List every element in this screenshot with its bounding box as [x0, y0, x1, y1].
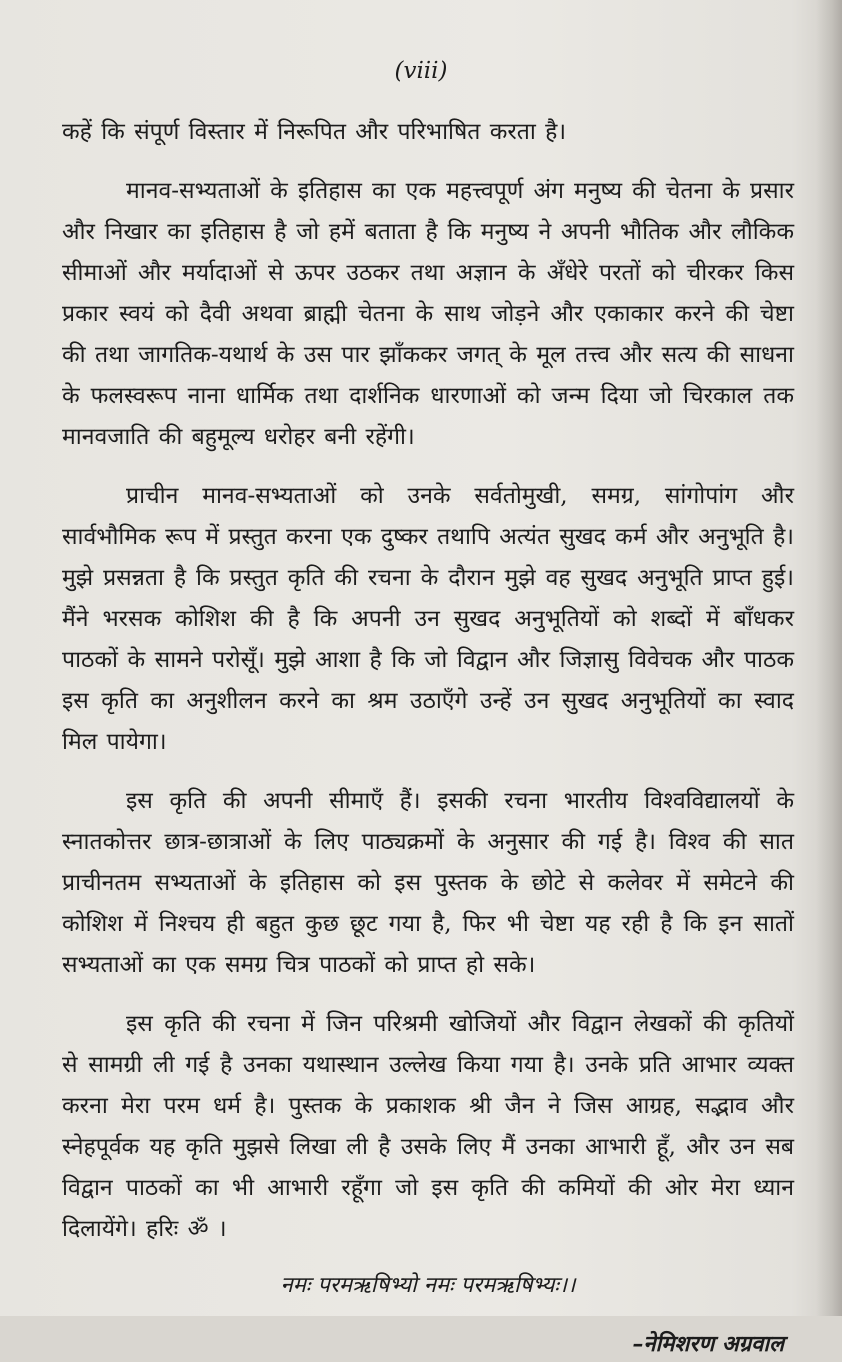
- page-number: (viii): [394, 58, 448, 84]
- page-spine-shadow: [816, 0, 842, 1316]
- paragraph-acknowledgements: इस कृति की रचना में जिन परिश्रमी खोजियों और विद्वान लेखकों की कृतियों से सामग्री ली गई है उनका यथास्थान उल्लेख किया गया है। उनके प्रति आभार व्यक्त करना मेरा परम धर्म है। पुस्तक के प्रकाशक श्री जैन ने जिस आग्रह, सद्भाव और स्नेहपूर्वक यह कृति मुझसे लिखा ली है उसके लिए मैं उनका आभारी हूँ, और उन सब विद्वान पाठकों का भी आभारी रहूँगा जो इस कृति की कमियों की ओर मेरा ध्यान दिलायेंगे। हरिः ॐ ।: [62, 1011, 794, 1242]
- author-signature: –नेमिशरण अग्रवाल: [632, 1331, 784, 1357]
- paragraph-author-experience: प्राचीन मानव-सभ्यताओं को उनके सर्वतोमुखी, समग्र, सांगोपांग और सार्वभौमिक रूप में प्रस्तुत करना एक दुष्कर तथापि अत्यंत सुखद कर्म और अनुभूति है। मुझे प्रसन्नता है कि प्रस्तुत कृति की रचना के दौरान मुझे वह सुखद अनुभूति प्राप्त हुई। मैंने भरसक कोशिश की है कि अपनी उन सुखद अनुभूतियों को शब्दों में बाँधकर पाठकों के सामने परोसूँ। मुझे आशा है कि जो विद्वान और जिज्ञासु विवेचक और पाठक इस कृति का अनुशीलन करने का श्रम उठाएँगे उन्हें उन सुखद अनुभूतियों का स्वाद मिल पायेगा।: [62, 483, 794, 755]
- paragraph-book-limitations: इस कृति की अपनी सीमाएँ हैं। इसकी रचना भारतीय विश्वविद्यालयों के स्नातकोत्तर छात्र-छात्राओं के लिए पाठ्यक्रमों के अनुसार की गई है। विश्व की सात प्राचीनतम सभ्यताओं के इतिहास को इस पुस्तक के छोटे से कलेवर में समेटने की कोशिश में निश्चय ही बहुत कुछ छूट गया है, फिर भी चेष्टा यह रही है कि इन सातों सभ्यताओं का एक समग्र चित्र पाठकों को प्राप्त हो सके।: [62, 788, 794, 978]
- closing-salutation: नमः परमऋषिभ्यो नमः परमऋषिभ्यः।।: [280, 1273, 576, 1298]
- paragraph-consciousness-history: मानव-सभ्यताओं के इतिहास का एक महत्त्वपूर्ण अंग मनुष्य की चेतना के प्रसार और निखार का इतिहास है जो हमें बताता है कि मनुष्य ने अपनी भौतिक और लौकिक सीमाओं और मर्यादाओं से ऊपर उठकर तथा अज्ञान के अँधेरे परतों को चीरकर किस प्रकार स्वयं को दैवी अथवा ब्राह्मी चेतना के साथ जोड़ने और एकाकार करने की चेष्टा की तथा जागतिक-यथार्थ के उस पार झाँककर जगत् के मूल तत्त्व और सत्य की साधना के फलस्वरूप नाना धार्मिक तथा दार्शनिक धारणाओं को जन्म दिया जो चिरकाल तक मानवजाति की बहुमूल्य धरोहर बनी रहेंगी।: [62, 178, 794, 450]
- paragraph-continuation: कहें कि संपूर्ण विस्तार में निरूपित और परिभाषित करता है।: [62, 119, 567, 145]
- page-body: [62, 112, 794, 1362]
